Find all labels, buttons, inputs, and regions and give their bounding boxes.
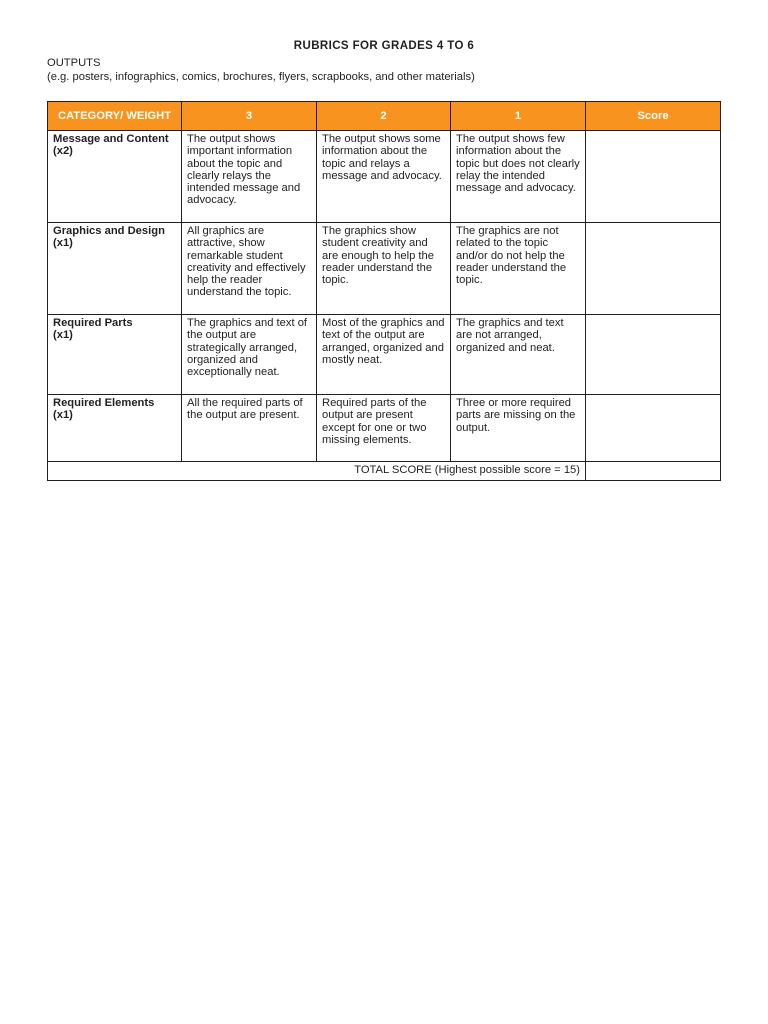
criteria-cell-1: The graphics and text are not arranged, organized and neat.	[451, 315, 586, 395]
criteria-cell-3: All graphics are attractive, show remarkable student creativity and effectively help the reader understand the topic.	[182, 223, 317, 315]
header-category: CATEGORY/ WEIGHT	[48, 102, 182, 131]
category-cell	[48, 223, 182, 315]
category-weight: (x1)	[53, 409, 73, 422]
table-row	[48, 395, 721, 462]
table-row	[48, 315, 721, 395]
criteria-cell-2: The output shows some information about the topic and relays a message and advocacy.	[317, 131, 451, 223]
category-name: Required Parts	[53, 317, 133, 329]
category-name: Graphics and Design	[53, 225, 165, 237]
category-weight: (x1)	[53, 329, 73, 342]
category-name: Message and Content	[53, 133, 169, 145]
criteria-cell-2: Required parts of the output are present except for one or two missing elements.	[317, 395, 451, 462]
category-name: Required Elements	[53, 397, 155, 409]
header-row	[48, 102, 721, 131]
criteria-cell-3: The graphics and text of the output are strategically arranged, organized and exceptionally neat.	[182, 315, 317, 395]
score-cell	[586, 315, 721, 395]
score-cell	[586, 395, 721, 462]
criteria-cell-2: The graphics show student creativity and are enough to help the reader understand the topic.	[317, 223, 451, 315]
criteria-cell-3: All the required parts of the output are present.	[182, 395, 317, 462]
total-row	[48, 462, 721, 481]
category-cell	[48, 131, 182, 223]
criteria-cell-1: Three or more required parts are missing on the output.	[451, 395, 586, 462]
rubric-table	[47, 101, 721, 481]
category-cell	[48, 315, 182, 395]
section-note: (e.g. posters, infographics, comics, brochures, flyers, scrapbooks, and other materials)	[47, 71, 475, 83]
criteria-cell-1: The output shows few information about the topic but does not clearly relay the intended message and advocacy.	[451, 131, 586, 223]
score-cell	[586, 131, 721, 223]
total-score-cell	[586, 462, 721, 481]
header-score-3: 3	[182, 102, 317, 131]
score-cell	[586, 223, 721, 315]
page-title: RUBRICS FOR GRADES 4 TO 6	[293, 40, 475, 52]
criteria-cell-1: The graphics are not related to the topic and/or do not help the reader understand the topic.	[451, 223, 586, 315]
table-row	[48, 223, 721, 315]
criteria-cell-2: Most of the graphics and text of the output are arranged, organized and mostly neat.	[317, 315, 451, 395]
category-weight: (x1)	[53, 237, 73, 250]
category-cell	[48, 395, 182, 462]
intro	[47, 56, 475, 84]
table-row	[48, 131, 721, 223]
header-score-2: 2	[317, 102, 451, 131]
criteria-cell-3: The output shows important information about the topic and clearly relays the intended message and advocacy.	[182, 131, 317, 223]
header-score: Score	[586, 102, 721, 131]
total-score-label: TOTAL SCORE (Highest possible score = 15)	[48, 462, 586, 481]
category-weight: (x2)	[53, 145, 73, 158]
header-score-1: 1	[451, 102, 586, 131]
section-label: OUTPUTS	[47, 57, 101, 69]
